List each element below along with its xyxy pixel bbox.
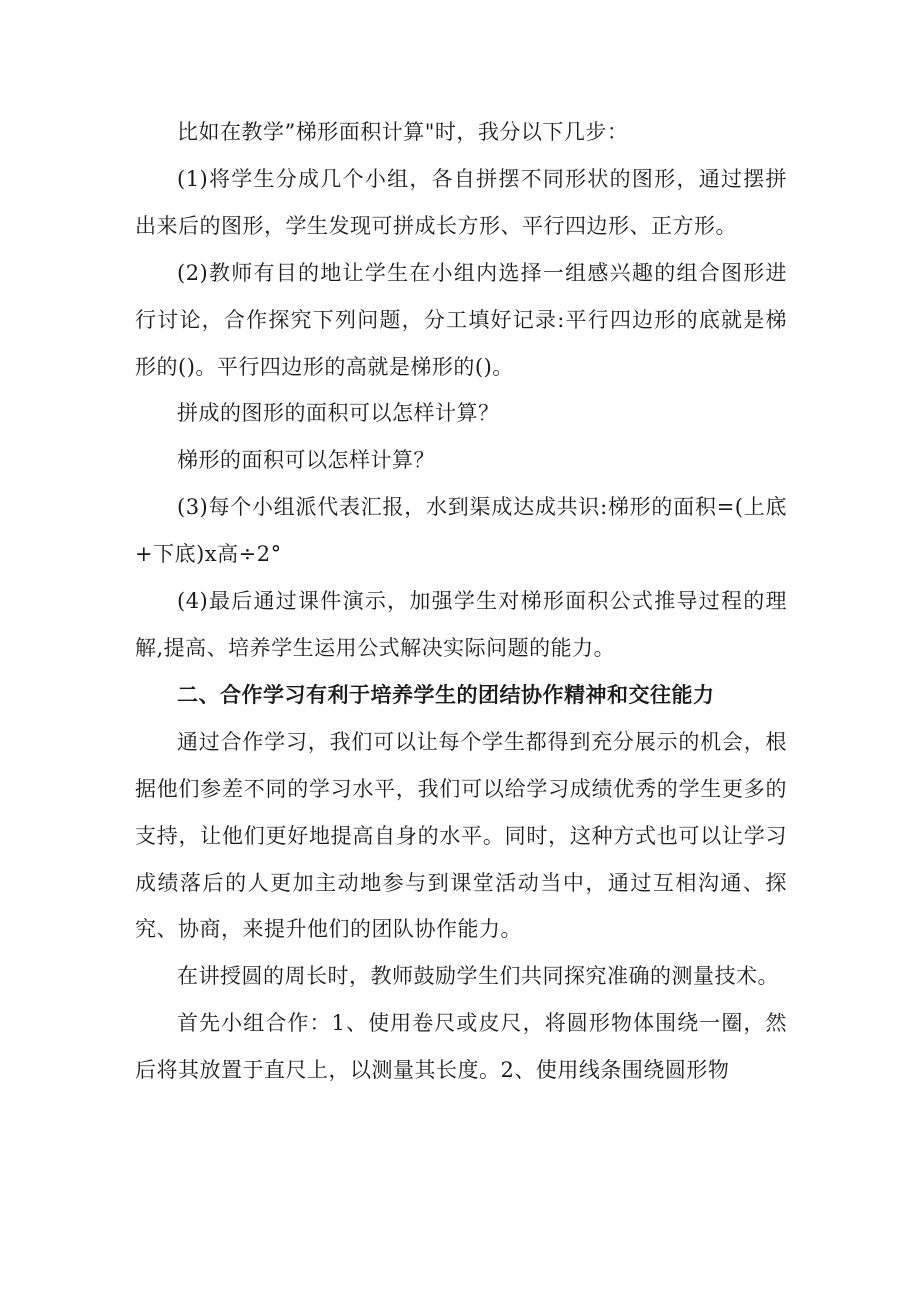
paragraph-group-work: 首先小组合作：1、使用卷尺或皮尺，将圆形物体围绕一圈，然后将其放置于直尺上，以测量其长度。2、使用线条围绕圆形物 bbox=[135, 1011, 787, 1083]
paragraph-step-4: (4)最后通过课件演示，加强学生对梯形面积公式推导过程的理解,提高、培养学生运用公式解决实际问题的能力。 bbox=[135, 589, 787, 660]
paragraph-circle-intro: 在讲授圆的周长时，教师鼓励学生们共同探究准确的测量技术。 bbox=[177, 964, 779, 989]
paragraph-step-1: (1)将学生分成几个小组，各自拼摆不同形状的图形，通过摆拼出来后的图形，学生发现可拼成长方形、平行四边形、正方形。 bbox=[135, 166, 787, 238]
paragraph-question-1: 拼成的图形的面积可以怎样计算？ bbox=[177, 401, 500, 426]
paragraph-step-3: (3)每个小组派代表汇报，水到渠成达成共识:梯形的面积=(上底+下底)x高÷2° bbox=[135, 495, 787, 567]
paragraph-question-2: 梯形的面积可以怎样计算？ bbox=[177, 448, 435, 473]
paragraph-step-2: (2)教师有目的地让学生在小组内选择一组感兴趣的组合图形进行讨论，合作探究下列问题，分工填好记录:平行四边形的底就是梯形的()。平行四边形的高就是梯形的()。 bbox=[135, 260, 787, 379]
paragraph-cooperation: 通过合作学习，我们可以让每个学生都得到充分展示的机会，根据他们参差不同的学习水平，我们可以给学习成绩优秀的学生更多的支持，让他们更好地提高自身的水平。同时，这种方式也可以让学习成绩落后的人更加主动地参与到课堂活动当中，通过互相沟通、探究、协商，来提升他们的团队协作能力。 bbox=[135, 729, 787, 942]
section-heading-2: 二、合作学习有利于培养学生的团结协作精神和交往能力 bbox=[177, 682, 715, 707]
document-body bbox=[135, 109, 787, 1094]
paragraph-intro-steps: 比如在教学”梯形面积计算"时，我分以下几步： bbox=[177, 120, 629, 144]
